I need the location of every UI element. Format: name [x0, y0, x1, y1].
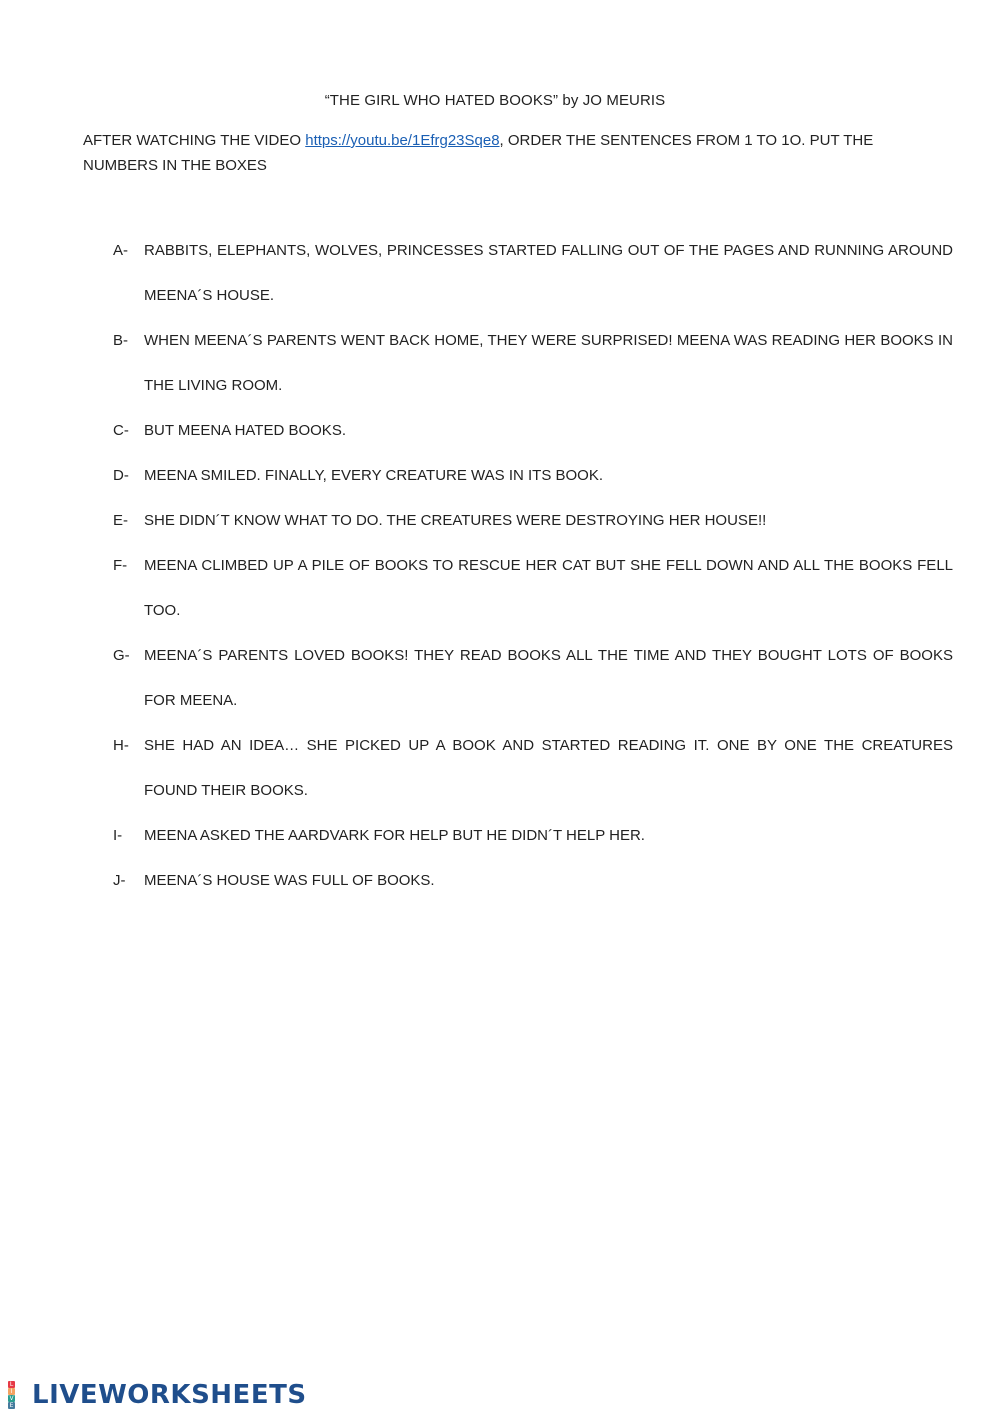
sentence-item-e: [113, 498, 953, 543]
instructions-before: AFTER WATCHING THE VIDEO: [83, 132, 306, 149]
sentence-item-g: [113, 633, 953, 723]
sentence-item-b: [113, 318, 953, 408]
sentence-item-c: [113, 408, 953, 453]
sentence-letter: D-: [113, 467, 129, 484]
sentence-item-d: [113, 453, 953, 498]
sentence-list: [113, 228, 953, 903]
sentence-text: BUT MEENA HATED BOOKS.: [144, 422, 346, 439]
sentence-text: MEENA´S PARENTS LOVED BOOKS! THEY READ BOOKS ALL THE TIME AND THEY BOUGHT LOTS OF BOOKS FOR MEENA.: [144, 647, 953, 709]
video-link[interactable]: https://youtu.be/1Efrg23Sqe8: [305, 132, 500, 149]
liveworksheets-logo: [8, 1378, 307, 1412]
sentence-letter: C-: [113, 422, 129, 439]
sentence-text: MEENA CLIMBED UP A PILE OF BOOKS TO RESCUE HER CAT BUT SHE FELL DOWN AND ALL THE BOOKS FELL TOO.: [144, 557, 953, 619]
sentence-letter: F-: [113, 557, 128, 574]
sentence-text: MEENA´S HOUSE WAS FULL OF BOOKS.: [144, 872, 435, 889]
instructions-after: , ORDER THE SENTENCES FROM 1 TO 1O. PUT THE NUMBERS IN THE BOXES: [83, 132, 874, 174]
sentence-item-i: [113, 813, 953, 858]
page-title: “THE GIRL WHO HATED BOOKS” by JO MEURIS: [324, 92, 666, 109]
sentence-text: RABBITS, ELEPHANTS, WOLVES, PRINCESSES STARTED FALLING OUT OF THE PAGES AND RUNNING AROUND MEENA´S HOUSE.: [144, 242, 953, 304]
sentence-letter: I-: [113, 827, 123, 844]
logo-mark-square: V: [9, 1395, 14, 1402]
sentence-item-a: [113, 228, 953, 318]
sentence-item-j: [113, 858, 953, 903]
sentence-letter: E-: [113, 512, 128, 529]
sentence-text: MEENA ASKED THE AARDVARK FOR HELP BUT HE DIDN´T HELP HER.: [144, 827, 645, 844]
sentence-text: SHE HAD AN IDEA… SHE PICKED UP A BOOK AND STARTED READING IT. ONE BY ONE THE CREATURES FOUND THEIR BOOKS.: [144, 737, 953, 799]
sentence-letter: J-: [113, 872, 126, 889]
logo-mark-square: E: [9, 1402, 14, 1409]
sentence-item-f: [113, 543, 953, 633]
sentence-text: WHEN MEENA´S PARENTS WENT BACK HOME, THEY WERE SURPRISED! MEENA WAS READING HER BOOKS IN THE LIVING ROOM.: [144, 332, 953, 394]
sentence-letter: A-: [113, 242, 128, 259]
liveworksheets-logo-icon: [8, 1381, 30, 1409]
logo-mark-square: I: [8, 1388, 15, 1395]
sentence-letter: G-: [113, 647, 130, 664]
sentence-text: SHE DIDN´T KNOW WHAT TO DO. THE CREATURES WERE DESTROYING HER HOUSE!!: [144, 512, 767, 529]
sentence-letter: B-: [113, 332, 128, 349]
sentence-item-h: [113, 723, 953, 813]
sentence-letter: H-: [113, 737, 129, 754]
logo-text: LIVEWORKSHEETS: [32, 1380, 307, 1410]
instructions: [83, 128, 923, 178]
sentence-text: MEENA SMILED. FINALLY, EVERY CREATURE WAS IN ITS BOOK.: [144, 467, 604, 484]
logo-mark-square: L: [9, 1381, 14, 1388]
